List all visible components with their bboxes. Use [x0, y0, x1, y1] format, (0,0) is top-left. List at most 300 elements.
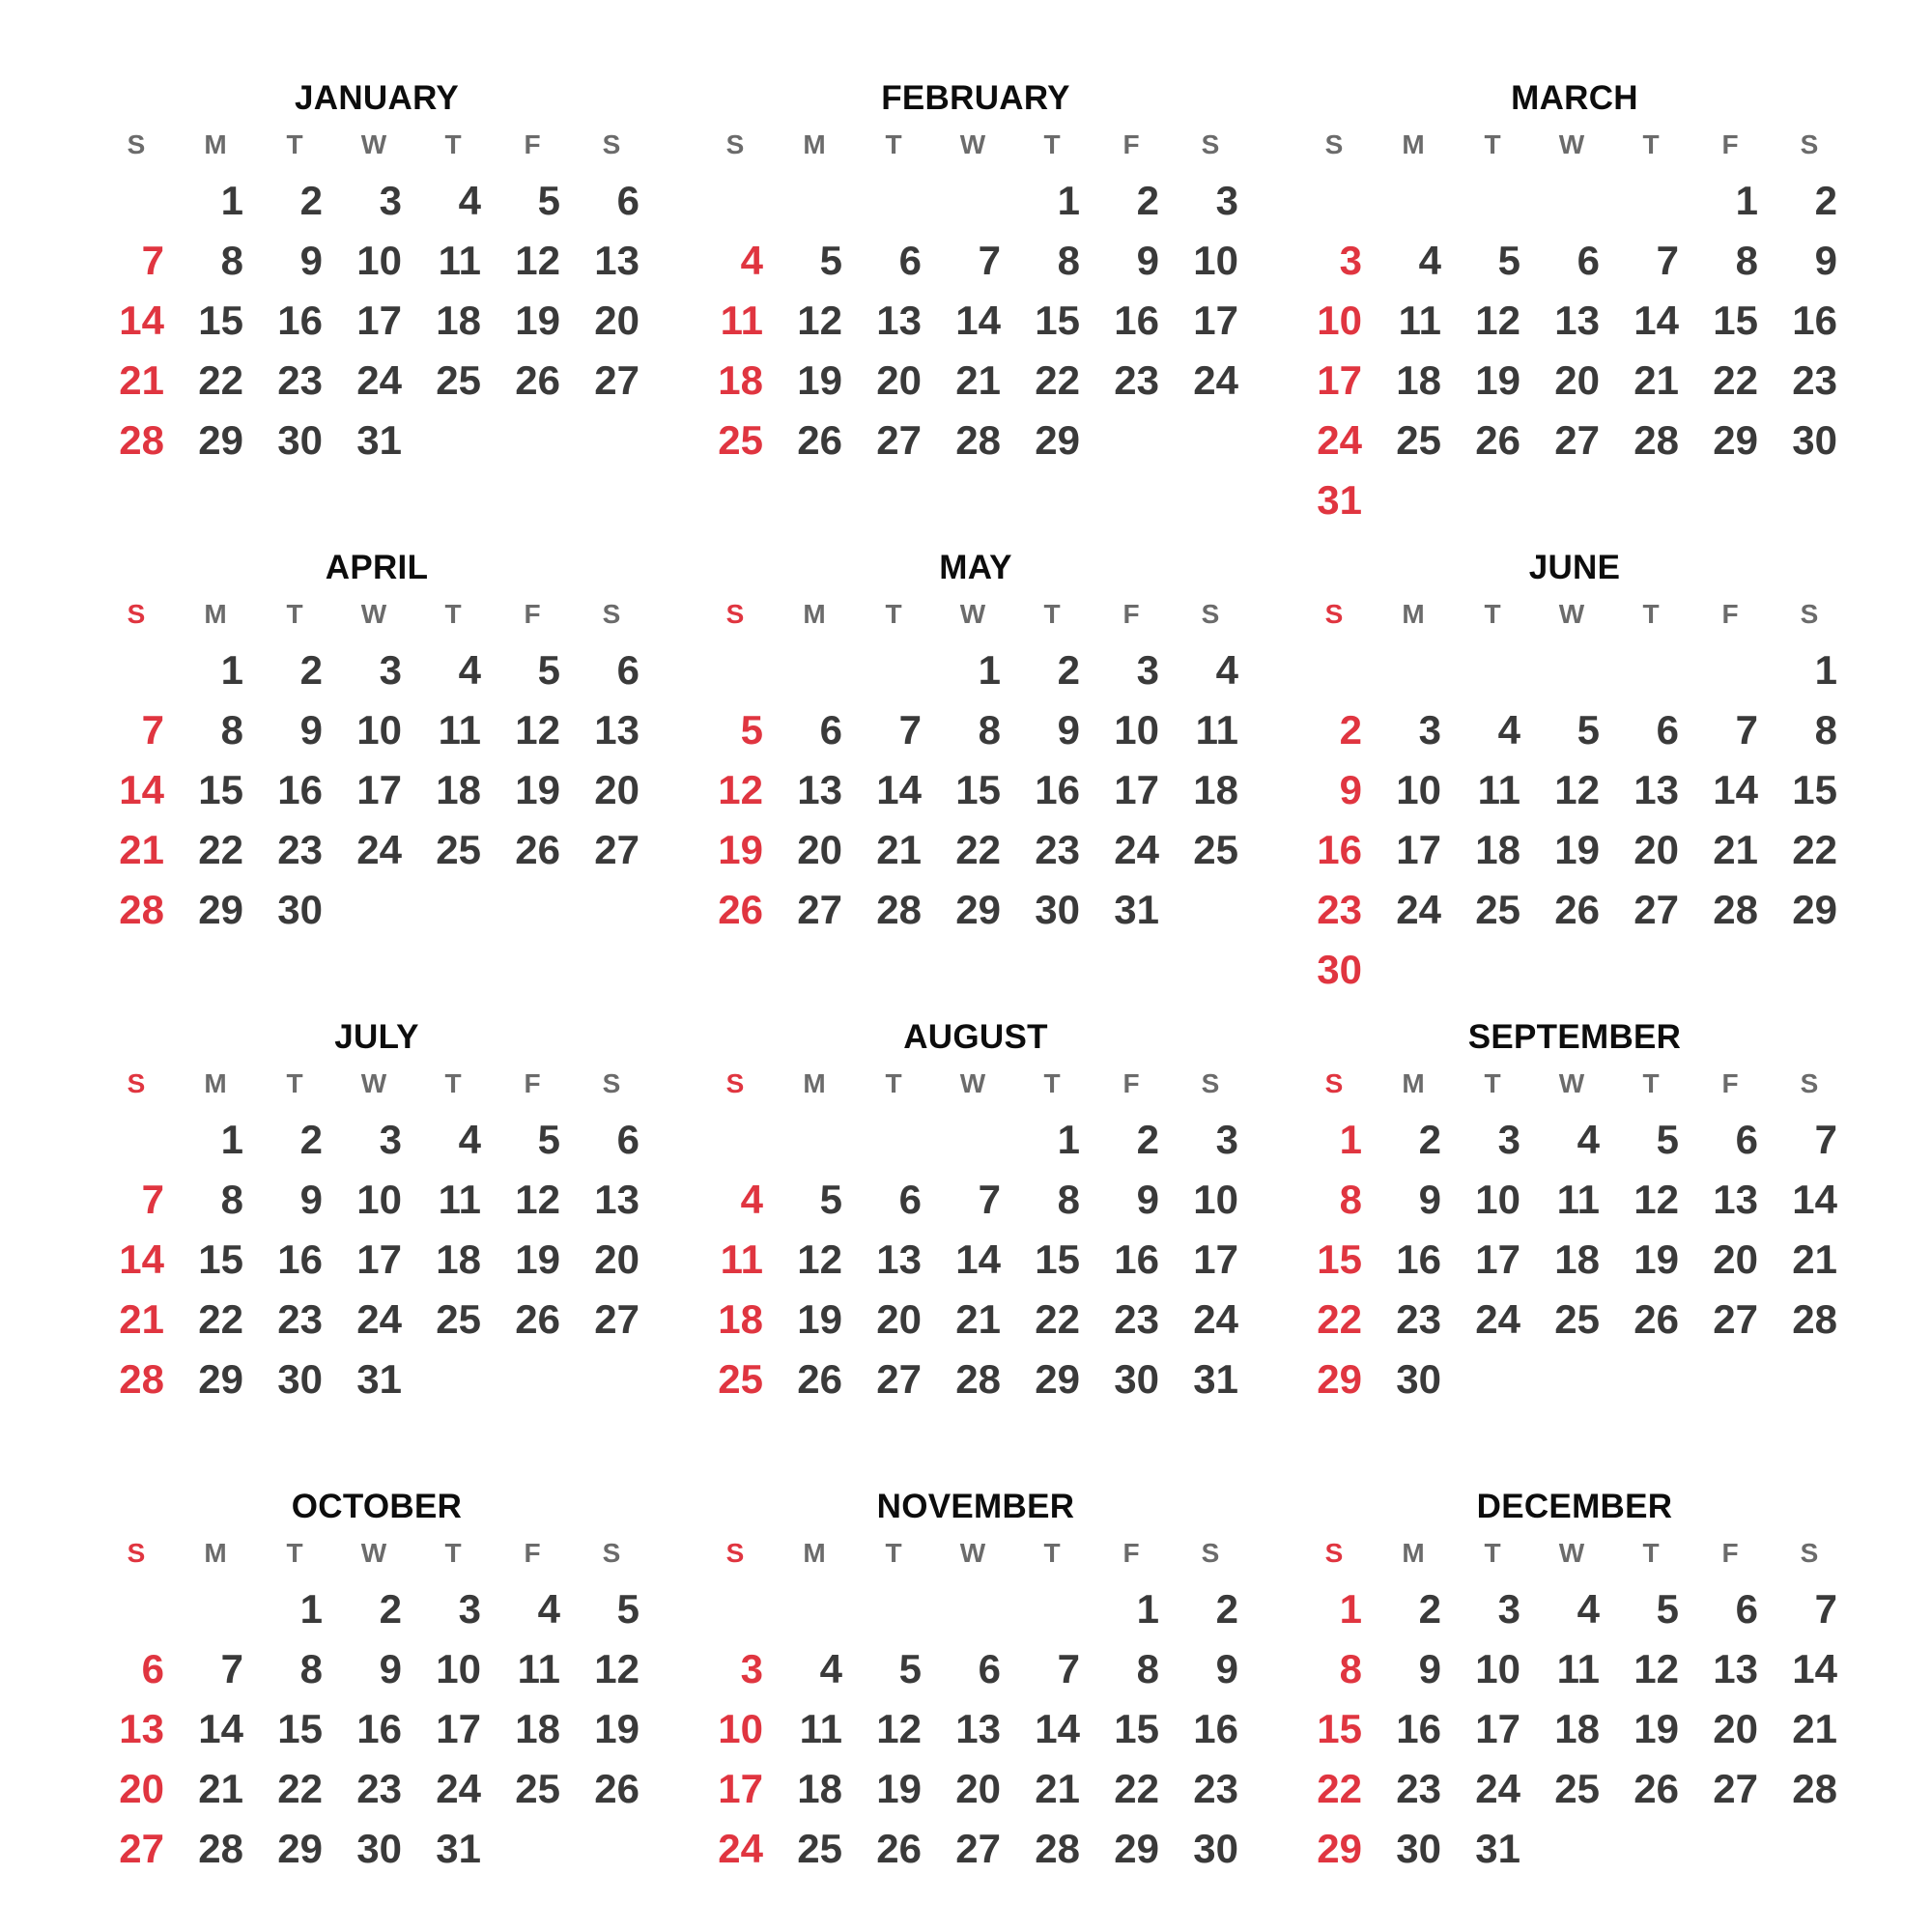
date: 13 — [594, 238, 639, 283]
weekday-header: M — [204, 1068, 227, 1098]
date: 13 — [1554, 298, 1600, 343]
date: 23 — [1792, 357, 1837, 403]
date: 26 — [797, 1356, 842, 1402]
date: 13 — [876, 1236, 922, 1282]
date: 11 — [438, 707, 481, 753]
date: 5 — [1656, 1117, 1679, 1162]
date: 4 — [458, 1117, 481, 1162]
weekday-header: S — [602, 129, 621, 159]
date: 9 — [1814, 238, 1837, 283]
sunday-date: 10 — [718, 1706, 763, 1751]
date: 2 — [299, 647, 323, 693]
date: 13 — [1713, 1646, 1758, 1691]
date: 10 — [1475, 1177, 1520, 1222]
date: 23 — [1035, 827, 1080, 872]
date: 10 — [1193, 238, 1238, 283]
sunday-date: 29 — [1317, 1826, 1362, 1871]
month-title: JUNE — [1528, 549, 1621, 586]
date: 12 — [515, 1177, 560, 1222]
date: 10 — [356, 707, 402, 753]
date: 19 — [876, 1766, 922, 1811]
date: 17 — [356, 1236, 402, 1282]
date: 6 — [1735, 1117, 1758, 1162]
sunday-date: 7 — [141, 1177, 164, 1222]
date: 16 — [1193, 1706, 1238, 1751]
sunday-date: 8 — [1339, 1646, 1362, 1691]
date: 9 — [1136, 238, 1159, 283]
month-title: AUGUST — [903, 1018, 1048, 1056]
date: 28 — [1634, 417, 1679, 463]
date: 13 — [594, 1177, 639, 1222]
weekday-header: M — [1402, 129, 1425, 159]
date: 30 — [277, 1356, 323, 1402]
date: 30 — [277, 887, 323, 932]
date: 11 — [1556, 1646, 1600, 1691]
date: 16 — [277, 298, 323, 343]
sunday-date: 20 — [119, 1766, 164, 1811]
sunday-date: 14 — [119, 1236, 164, 1282]
date: 7 — [1814, 1586, 1837, 1632]
date: 3 — [379, 647, 402, 693]
month-title: MARCH — [1511, 79, 1638, 117]
date: 19 — [1634, 1236, 1679, 1282]
date: 24 — [436, 1766, 481, 1811]
weekday-header: S — [1201, 1068, 1220, 1098]
date: 23 — [277, 827, 323, 872]
date: 11 — [438, 238, 481, 283]
date: 11 — [517, 1646, 560, 1691]
date: 19 — [515, 767, 560, 812]
date: 19 — [797, 357, 842, 403]
date: 19 — [1554, 827, 1600, 872]
sunday-date: 2 — [1339, 707, 1362, 753]
date: 25 — [797, 1826, 842, 1871]
date: 22 — [1035, 1296, 1080, 1342]
date: 17 — [356, 298, 402, 343]
date: 3 — [1215, 1117, 1238, 1162]
date: 9 — [299, 707, 323, 753]
date: 1 — [299, 1586, 323, 1632]
weekday-header: S — [127, 599, 146, 629]
date: 14 — [955, 298, 1001, 343]
weekday-header: M — [803, 599, 826, 629]
weekday-header: F — [1721, 599, 1739, 629]
date: 1 — [220, 178, 243, 223]
sunday-date: 31 — [1317, 477, 1362, 523]
weekday-header: S — [127, 1538, 146, 1568]
date: 20 — [1554, 357, 1600, 403]
date: 26 — [1475, 417, 1520, 463]
date: 16 — [1396, 1706, 1441, 1751]
date: 18 — [797, 1766, 842, 1811]
date: 25 — [1396, 417, 1441, 463]
date: 17 — [1475, 1706, 1520, 1751]
date: 12 — [594, 1646, 639, 1691]
sunday-date: 6 — [141, 1646, 164, 1691]
sunday-date: 1 — [1339, 1117, 1362, 1162]
weekday-header: T — [885, 129, 902, 159]
date: 7 — [1735, 707, 1758, 753]
date: 20 — [797, 827, 842, 872]
weekday-header: W — [1558, 129, 1585, 159]
date: 18 — [436, 767, 481, 812]
sunday-date: 22 — [1317, 1766, 1362, 1811]
date: 26 — [876, 1826, 922, 1871]
weekday-header: W — [1558, 1068, 1585, 1098]
date: 19 — [797, 1296, 842, 1342]
weekday-header: W — [959, 1538, 986, 1568]
date: 31 — [436, 1826, 481, 1871]
date: 5 — [537, 1117, 560, 1162]
weekday-header: F — [1122, 599, 1140, 629]
sunday-date: 15 — [1317, 1706, 1362, 1751]
date: 18 — [436, 298, 481, 343]
date: 24 — [1475, 1766, 1520, 1811]
date: 6 — [616, 647, 639, 693]
date: 20 — [1713, 1236, 1758, 1282]
date: 18 — [1396, 357, 1441, 403]
weekday-header: T — [1642, 599, 1660, 629]
weekday-header: W — [959, 1068, 986, 1098]
date: 11 — [1556, 1177, 1600, 1222]
date: 5 — [1577, 707, 1600, 753]
weekday-header: S — [602, 599, 621, 629]
weekday-header: T — [286, 129, 303, 159]
weekday-header: T — [1043, 1538, 1061, 1568]
sunday-date: 25 — [718, 1356, 763, 1402]
date: 8 — [220, 238, 243, 283]
sunday-date: 4 — [740, 1177, 763, 1222]
weekday-header: F — [524, 599, 541, 629]
date: 11 — [1398, 298, 1441, 343]
date: 15 — [1114, 1706, 1159, 1751]
date: 1 — [1814, 647, 1837, 693]
date: 30 — [277, 417, 323, 463]
weekday-header: F — [1122, 1068, 1140, 1098]
date: 31 — [356, 1356, 402, 1402]
date: 27 — [1554, 417, 1600, 463]
date: 3 — [379, 178, 402, 223]
weekday-header: W — [360, 599, 387, 629]
date: 6 — [898, 1177, 922, 1222]
date: 18 — [436, 1236, 481, 1282]
date: 12 — [797, 298, 842, 343]
date: 3 — [1215, 178, 1238, 223]
sunday-date: 24 — [718, 1826, 763, 1871]
sunday-date: 14 — [119, 767, 164, 812]
date: 24 — [356, 827, 402, 872]
sunday-date: 17 — [718, 1766, 763, 1811]
date: 29 — [1713, 417, 1758, 463]
date: 3 — [1497, 1586, 1520, 1632]
sunday-date: 27 — [119, 1826, 164, 1871]
date: 27 — [594, 1296, 639, 1342]
sunday-date: 28 — [119, 1356, 164, 1402]
date: 25 — [436, 1296, 481, 1342]
sunday-date: 21 — [119, 357, 164, 403]
date: 21 — [955, 357, 1001, 403]
date: 12 — [876, 1706, 922, 1751]
weekday-header: S — [1324, 129, 1344, 159]
date: 26 — [1634, 1766, 1679, 1811]
sunday-date: 10 — [1317, 298, 1362, 343]
date: 6 — [819, 707, 842, 753]
date: 28 — [1792, 1766, 1837, 1811]
sunday-date: 7 — [141, 238, 164, 283]
date: 8 — [220, 707, 243, 753]
sunday-date: 18 — [718, 357, 763, 403]
weekday-header: S — [1324, 1538, 1344, 1568]
date: 16 — [1396, 1236, 1441, 1282]
date: 3 — [1418, 707, 1441, 753]
sunday-date: 15 — [1317, 1236, 1362, 1282]
date: 23 — [356, 1766, 402, 1811]
date: 29 — [198, 1356, 243, 1402]
date: 29 — [277, 1826, 323, 1871]
date: 29 — [1792, 887, 1837, 932]
date: 13 — [1634, 767, 1679, 812]
date: 1 — [1057, 178, 1080, 223]
date: 4 — [458, 647, 481, 693]
date: 7 — [1057, 1646, 1080, 1691]
date: 22 — [198, 357, 243, 403]
date: 21 — [1035, 1766, 1080, 1811]
date: 21 — [1792, 1706, 1837, 1751]
date: 15 — [1792, 767, 1837, 812]
date: 23 — [1114, 1296, 1159, 1342]
date: 7 — [978, 1177, 1001, 1222]
date: 9 — [379, 1646, 402, 1691]
date: 8 — [1814, 707, 1837, 753]
date: 2 — [1136, 178, 1159, 223]
weekday-header: S — [1800, 129, 1819, 159]
weekday-header: M — [803, 1538, 826, 1568]
date: 4 — [537, 1586, 560, 1632]
date: 23 — [277, 1296, 323, 1342]
date: 24 — [1193, 357, 1238, 403]
weekday-header: T — [1484, 599, 1501, 629]
date: 2 — [1057, 647, 1080, 693]
date: 27 — [797, 887, 842, 932]
date: 27 — [1713, 1296, 1758, 1342]
date: 29 — [955, 887, 1001, 932]
month-title: FEBRUARY — [881, 79, 1070, 117]
sunday-date: 21 — [119, 1296, 164, 1342]
weekday-header: S — [1201, 599, 1220, 629]
weekday-header: F — [524, 1068, 541, 1098]
date: 23 — [1396, 1296, 1441, 1342]
date: 17 — [1396, 827, 1441, 872]
weekday-header: T — [1043, 1068, 1061, 1098]
date: 23 — [1396, 1766, 1441, 1811]
sunday-date: 1 — [1339, 1586, 1362, 1632]
date: 16 — [1114, 1236, 1159, 1282]
weekday-header: W — [360, 1068, 387, 1098]
date: 6 — [1577, 238, 1600, 283]
sunday-date: 30 — [1317, 947, 1362, 992]
sunday-date: 3 — [740, 1646, 763, 1691]
weekday-header: T — [444, 1538, 462, 1568]
sunday-date: 5 — [740, 707, 763, 753]
sunday-date: 11 — [720, 298, 763, 343]
weekday-header: T — [1043, 129, 1061, 159]
date: 28 — [198, 1826, 243, 1871]
date: 14 — [1713, 767, 1758, 812]
date: 24 — [356, 357, 402, 403]
date: 21 — [198, 1766, 243, 1811]
date: 19 — [515, 298, 560, 343]
weekday-header: S — [725, 1538, 745, 1568]
sunday-date: 4 — [740, 238, 763, 283]
date: 10 — [1396, 767, 1441, 812]
date: 23 — [1193, 1766, 1238, 1811]
weekday-header: F — [524, 1538, 541, 1568]
date: 5 — [616, 1586, 639, 1632]
date: 10 — [356, 238, 402, 283]
weekday-header: W — [959, 129, 986, 159]
date: 20 — [1713, 1706, 1758, 1751]
sunday-date: 3 — [1339, 238, 1362, 283]
date: 21 — [1792, 1236, 1837, 1282]
date: 2 — [1215, 1586, 1238, 1632]
weekday-header: M — [803, 1068, 826, 1098]
date: 14 — [955, 1236, 1001, 1282]
weekday-header: S — [1324, 599, 1344, 629]
date: 1 — [978, 647, 1001, 693]
weekday-header: M — [204, 129, 227, 159]
weekday-header: M — [204, 599, 227, 629]
date: 15 — [198, 298, 243, 343]
date: 8 — [1735, 238, 1758, 283]
date: 8 — [220, 1177, 243, 1222]
date: 8 — [1136, 1646, 1159, 1691]
date: 13 — [594, 707, 639, 753]
date: 20 — [955, 1766, 1001, 1811]
date: 1 — [1735, 178, 1758, 223]
date: 22 — [1713, 357, 1758, 403]
date: 17 — [1193, 298, 1238, 343]
date: 13 — [797, 767, 842, 812]
date: 27 — [1634, 887, 1679, 932]
date: 30 — [356, 1826, 402, 1871]
date: 1 — [220, 647, 243, 693]
date: 12 — [1634, 1646, 1679, 1691]
date: 22 — [1035, 357, 1080, 403]
date: 16 — [1114, 298, 1159, 343]
date: 4 — [1577, 1586, 1600, 1632]
weekday-header: W — [360, 1538, 387, 1568]
date: 15 — [277, 1706, 323, 1751]
month-title: SEPTEMBER — [1467, 1018, 1682, 1056]
date: 6 — [978, 1646, 1001, 1691]
date: 24 — [1475, 1296, 1520, 1342]
date: 13 — [955, 1706, 1001, 1751]
weekday-header: W — [959, 599, 986, 629]
date: 21 — [1634, 357, 1679, 403]
date: 3 — [1136, 647, 1159, 693]
date: 9 — [299, 238, 323, 283]
date: 20 — [594, 298, 639, 343]
date: 2 — [299, 178, 323, 223]
date: 18 — [515, 1706, 560, 1751]
date: 19 — [594, 1706, 639, 1751]
date: 2 — [1814, 178, 1837, 223]
month-title: NOVEMBER — [876, 1488, 1075, 1525]
date: 7 — [1814, 1117, 1837, 1162]
date: 23 — [1114, 357, 1159, 403]
weekday-header: M — [1402, 599, 1425, 629]
date: 2 — [1418, 1586, 1441, 1632]
date: 26 — [515, 1296, 560, 1342]
weekday-header: T — [444, 1068, 462, 1098]
date: 13 — [876, 298, 922, 343]
date: 20 — [876, 1296, 922, 1342]
date: 28 — [876, 887, 922, 932]
date: 27 — [955, 1826, 1001, 1871]
date: 11 — [799, 1706, 842, 1751]
date: 15 — [1713, 298, 1758, 343]
date: 7 — [978, 238, 1001, 283]
date: 10 — [436, 1646, 481, 1691]
date: 4 — [1577, 1117, 1600, 1162]
date: 4 — [819, 1646, 842, 1691]
date: 25 — [436, 357, 481, 403]
date: 19 — [1475, 357, 1520, 403]
weekday-header: M — [1402, 1538, 1425, 1568]
date: 11 — [438, 1177, 481, 1222]
weekday-header: T — [1484, 129, 1501, 159]
weekday-header: F — [1122, 129, 1140, 159]
date: 20 — [594, 1236, 639, 1282]
sunday-date: 17 — [1317, 357, 1362, 403]
date: 24 — [356, 1296, 402, 1342]
weekday-header: T — [1484, 1538, 1501, 1568]
date: 5 — [537, 647, 560, 693]
weekday-header: M — [204, 1538, 227, 1568]
weekday-header: S — [1800, 599, 1819, 629]
date: 14 — [198, 1706, 243, 1751]
date: 15 — [1035, 298, 1080, 343]
month-title: OCTOBER — [291, 1488, 463, 1525]
weekday-header: M — [1402, 1068, 1425, 1098]
sunday-date: 24 — [1317, 417, 1362, 463]
date: 2 — [379, 1586, 402, 1632]
date: 30 — [1792, 417, 1837, 463]
date: 29 — [198, 417, 243, 463]
date: 3 — [458, 1586, 481, 1632]
date: 30 — [1035, 887, 1080, 932]
weekday-header: S — [127, 129, 146, 159]
date: 30 — [1396, 1826, 1441, 1871]
date: 16 — [277, 767, 323, 812]
date: 22 — [198, 827, 243, 872]
date: 16 — [1035, 767, 1080, 812]
date: 2 — [1136, 1117, 1159, 1162]
date: 17 — [1475, 1236, 1520, 1282]
date: 28 — [1713, 887, 1758, 932]
weekday-header: T — [286, 1538, 303, 1568]
date: 5 — [898, 1646, 922, 1691]
weekday-header: T — [1642, 1068, 1660, 1098]
date: 1 — [1057, 1117, 1080, 1162]
date: 13 — [1713, 1177, 1758, 1222]
date: 20 — [594, 767, 639, 812]
sunday-date: 23 — [1317, 887, 1362, 932]
date: 31 — [356, 417, 402, 463]
date: 30 — [1193, 1826, 1238, 1871]
date: 22 — [198, 1296, 243, 1342]
month-title: APRIL — [325, 549, 429, 586]
